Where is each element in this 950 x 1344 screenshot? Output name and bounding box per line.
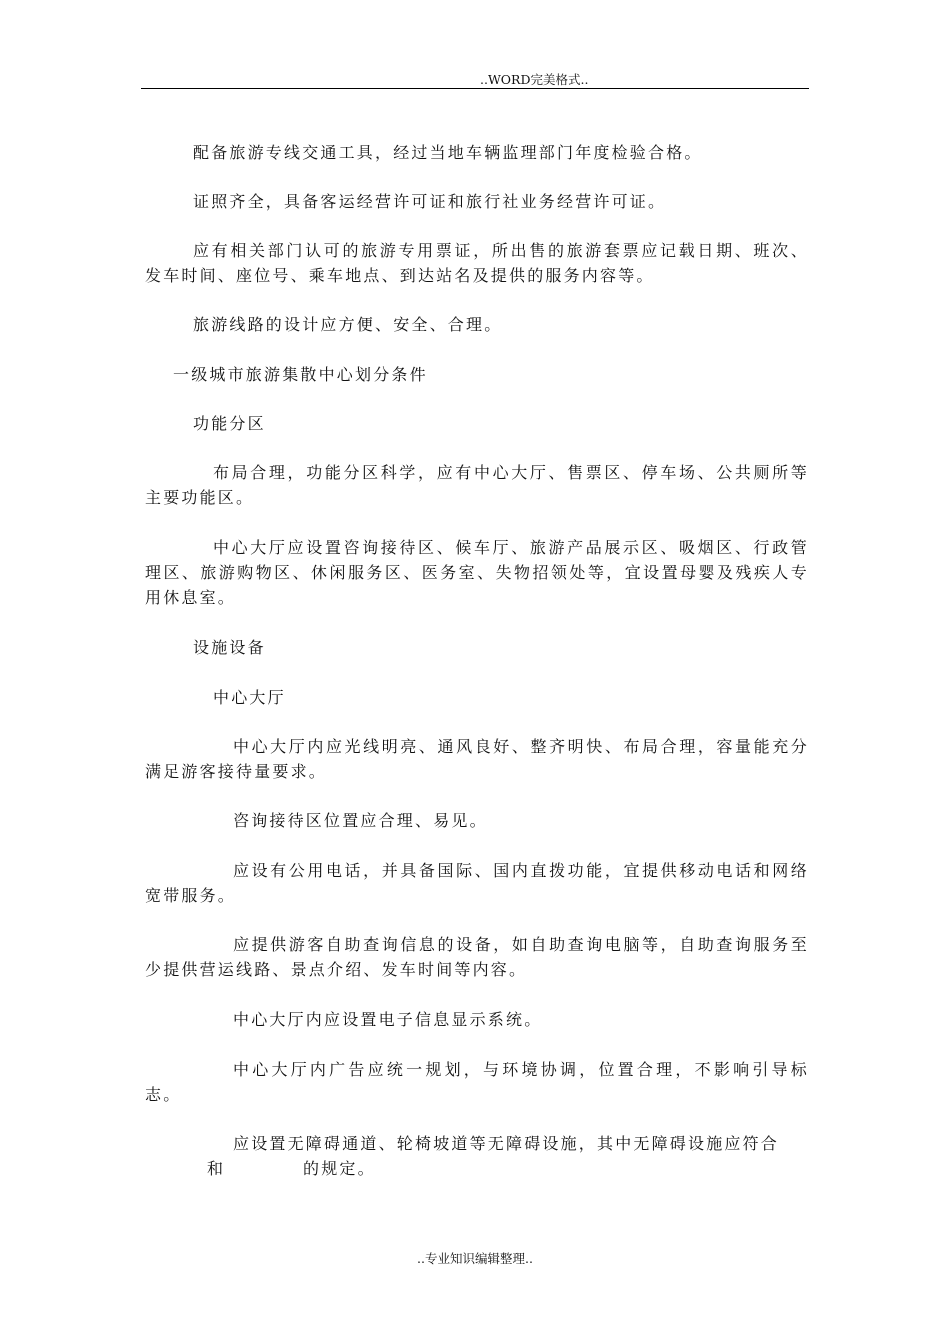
paragraph-1: 配备旅游专线交通工具，经过当地车辆监理部门年度检验合格。 (193, 143, 703, 162)
page-footer: ..专业知识编辑整理.. (417, 1251, 533, 1266)
paragraph-4: 旅游线路的设计应方便、安全、合理。 (193, 315, 503, 334)
paragraph-hall-lighting: 中心大厅内应光线明亮、通风良好、整齐明快、布局合理，容量能充分满足游客接待量要求。 (145, 737, 809, 781)
paragraph-self-service: 应提供游客自助查询信息的设备，如自助查询电脑等，自助查询服务至少提供营运线路、景点介绍、发车时间等内容。 (145, 935, 809, 979)
paragraph-2: 证照齐全，具备客运经营许可证和旅行社业务经营许可证。 (193, 192, 667, 211)
paragraph-consult-area: 咨询接待区位置应合理、易见。 (233, 811, 488, 830)
continuation-part1: 和 (207, 1159, 226, 1178)
section-heading-level1: 一级城市旅游集散中心划分条件 (173, 365, 428, 384)
continuation-part2: 的规定。 (303, 1159, 376, 1178)
paragraph-3: 应有相关部门认可的旅游专用票证，所出售的旅游套票应记载日期、班次、发车时间、座位号、乘车地点、到达站名及提供的服务内容等。 (145, 241, 809, 285)
header-rule (141, 88, 809, 89)
paragraph-display-system: 中心大厅内应设置电子信息显示系统。 (233, 1010, 543, 1029)
paragraph-phone: 应设有公用电话，并具备国际、国内直拨功能，宜提供移动电话和网络宽带服务。 (145, 861, 809, 905)
paragraph-advertising: 中心大厅内广告应统一规划，与环境协调，位置合理，不影响引导标志。 (145, 1060, 809, 1104)
section-heading-facilities: 设施设备 (193, 638, 266, 657)
header-text: ..WORD完美格式.. (480, 72, 589, 87)
paragraph-layout: 布局合理，功能分区科学，应有中心大厅、售票区、停车场、公共厕所等主要功能区。 (145, 463, 809, 507)
section-heading-central-hall: 中心大厅 (213, 688, 286, 707)
paragraph-hall-areas: 中心大厅应设置咨询接待区、候车厅、旅游产品展示区、吸烟区、行政管理区、旅游购物区、休闲服务区、医务室、失物招领处等，宜设置母婴及残疾人专用休息室。 (145, 538, 809, 607)
section-heading-function-zones: 功能分区 (193, 414, 266, 433)
paragraph-accessibility: 应设置无障碍通道、轮椅坡道等无障碍设施，其中无障碍设施应符合 (233, 1134, 780, 1153)
